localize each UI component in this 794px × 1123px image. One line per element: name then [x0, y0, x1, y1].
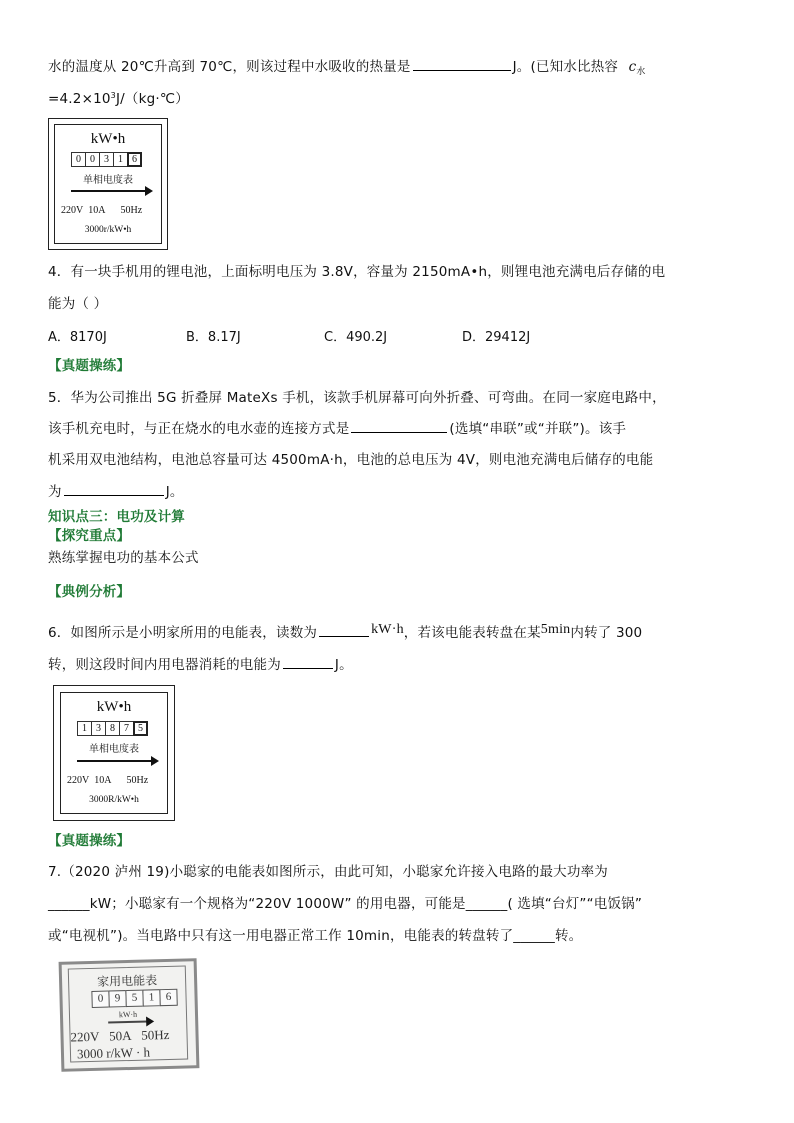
arrow-icon	[77, 760, 153, 762]
arrow-icon	[71, 190, 147, 192]
answer-blank	[351, 418, 447, 433]
focus-text: 熟练掌握电功的基本公式	[48, 550, 199, 566]
q5-line-1: 5．华为公司推出 5G 折叠屏 MateXs 手机，该款手机屏幕可向外折叠、可弯曲。在同一家庭电路中，	[48, 390, 666, 406]
answer-blank	[64, 481, 164, 496]
q5-line-2: 该手机充电时，与正在烧水的电水壶的连接方式是 (选填“串联”或“并联”)。该手	[48, 418, 626, 439]
q5-line-3: 机采用双电池结构，电池总容量可达 4500mA·h，电池的总电压为 4V，则电池充满电后储存的电能	[48, 452, 654, 468]
answer-blank	[283, 654, 333, 669]
meter-digits: 0 9 5 1 6	[91, 989, 176, 1008]
electric-meter-2: kW•h 1 3 8 7 5 单相电度表 220V 10A 50Hz 3000R/kW•h	[53, 685, 175, 821]
q4-option-c: C．490.2J	[324, 330, 388, 345]
electric-meter-3: 家用电能表 0 9 5 1 6 kW·h 220V 50A 50Hz 3000 r/kW · h	[59, 958, 200, 1072]
q4-option-d: D．29412J	[462, 330, 531, 345]
q7-line-2: ______kW；小聪家有一个规格为“220V 1000W” 的用电器，可能是______( 选填“台灯”“电饭锅”	[48, 896, 643, 912]
arrow-icon	[108, 1021, 148, 1024]
answer-blank	[413, 56, 511, 71]
meter-digits: 0 0 3 1 6	[71, 152, 141, 167]
answer-blank	[319, 622, 369, 637]
section-heading: 【真题操练】	[48, 833, 131, 849]
q7-line-1: 7.（2020 泸州 19)小聪家的电能表如图所示，由此可知，小聪家允许接入电路的最大功率为	[48, 864, 608, 880]
q4-option-a: A．8170J	[48, 330, 107, 345]
top-line-1: 水的温度从 20℃升高到 70℃，则该过程中水吸收的热量是 J。(已知水比热容 $c_水$	[48, 56, 646, 82]
q6-line-1: 6．如图所示是小明家所用的电能表，读数为 kW·h，若该电能表转盘在某5min内转了 300	[48, 622, 643, 641]
q5-line-4: 为 J。	[48, 481, 184, 502]
q4-option-b: B．8.17J	[186, 330, 241, 345]
section-heading: 【典例分析】	[48, 584, 131, 600]
meter-digits: 1 3 8 7 5	[77, 721, 147, 736]
knowledge-point-title: 知识点三：电功及计算	[48, 509, 185, 525]
top-line-2: $=4.2\times 10^3J/(kg\cdot℃)$	[48, 91, 189, 107]
q7-line-3: 或“电视机”)。当电路中只有这一用电器正常工作 10min，电能表的转盘转了______转。	[48, 928, 583, 944]
section-heading: 【真题操练】	[48, 358, 131, 374]
q6-line-2: 转，则这段时间内用电器消耗的电能为 J。	[48, 654, 353, 675]
section-heading: 【探究重点】	[48, 528, 131, 544]
q4-line-2: 能为（ ）	[48, 296, 108, 312]
q4-line-1: 4．有一块手机用的锂电池，上面标明电压为 3.8V，容量为 2150mA•h，则锂电池充满电后存储的电	[48, 264, 666, 280]
electric-meter-1: kW•h 0 0 3 1 6 单相电度表 220V 10A 50Hz 3000r/kW•h	[48, 118, 168, 250]
